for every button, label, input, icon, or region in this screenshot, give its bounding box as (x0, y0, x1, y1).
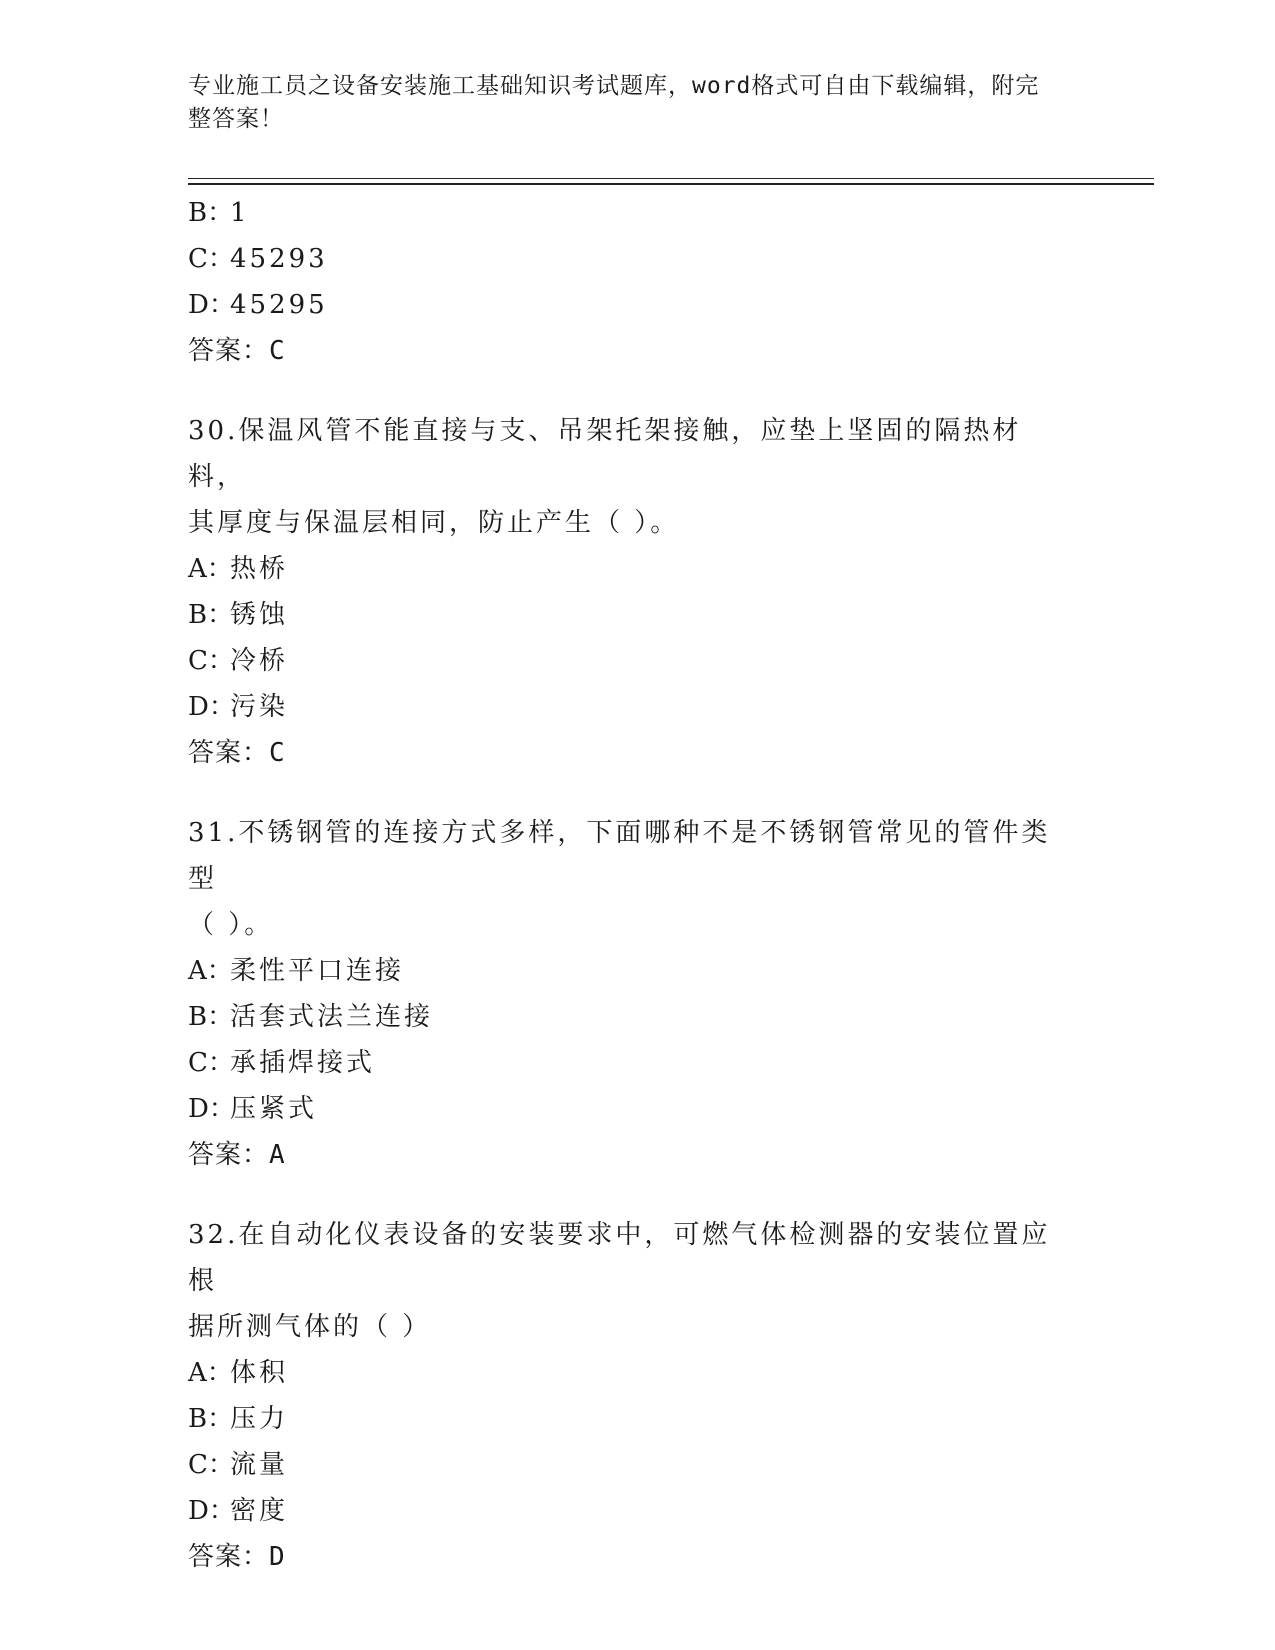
option-b (188, 592, 1088, 638)
answer-line: 答案：A (188, 1140, 286, 1170)
question-30 (188, 408, 1088, 776)
option-a (188, 546, 1088, 592)
question-stem (188, 408, 1068, 546)
option-text: 锈蚀 (230, 600, 289, 630)
option-label: C： (188, 1048, 234, 1078)
option-c (188, 638, 1088, 684)
header-line-2: 整答案！ (188, 106, 284, 132)
option-text: 1 (230, 198, 250, 228)
option-label: A： (188, 956, 233, 986)
header-line-1: 专业施工员之设备安装施工基础知识考试题库，word格式可自由下载编辑，附完 (188, 73, 1040, 99)
option-c (188, 236, 1088, 282)
option-label: B： (188, 198, 234, 228)
header-rule-thin (188, 178, 1154, 179)
option-label: B： (188, 1002, 234, 1032)
option-label: B： (188, 600, 234, 630)
option-b (188, 994, 1088, 1040)
option-text: 热桥 (230, 554, 289, 584)
option-text: 流量 (230, 1450, 289, 1480)
question-32 (188, 1212, 1088, 1580)
option-text: 45293 (230, 244, 328, 274)
option-b (188, 1396, 1088, 1442)
option-label: D： (188, 1094, 235, 1124)
option-d (188, 282, 1088, 328)
answer-line: 答案：C (188, 738, 286, 768)
option-d (188, 684, 1088, 730)
option-d (188, 1086, 1088, 1132)
option-c (188, 1442, 1088, 1488)
option-text: 活套式法兰连接 (230, 1002, 434, 1032)
question-31 (188, 810, 1088, 1178)
option-a (188, 1350, 1088, 1396)
option-c (188, 1040, 1088, 1086)
option-text: 承插焊接式 (230, 1048, 376, 1078)
option-label: A： (188, 554, 233, 584)
option-text: 45295 (230, 290, 328, 320)
question-stem (188, 810, 1068, 948)
question-stem-line-2: （ ）。 (188, 910, 274, 940)
option-text: 压力 (230, 1404, 289, 1434)
question-stem-line-2: 其厚度与保温层相同，防止产生（ ）。 (188, 508, 680, 538)
answer-line: 答案：D (188, 1542, 286, 1572)
question-stem (188, 1212, 1068, 1350)
question-stem-line-1: 32.在自动化仪表设备的安装要求中，可燃气体检测器的安装位置应根 (188, 1220, 1051, 1296)
option-label: D： (188, 1496, 235, 1526)
option-label: D： (188, 692, 235, 722)
option-text: 压紧式 (230, 1094, 318, 1124)
question-stem-line-1: 30.保温风管不能直接与支、吊架托架接触，应垫上坚固的隔热材料， (188, 416, 1022, 492)
option-text: 冷桥 (230, 646, 289, 676)
document-body (188, 190, 1088, 1580)
option-label: C： (188, 1450, 234, 1480)
option-a (188, 948, 1088, 994)
option-text: 体积 (230, 1358, 289, 1388)
question-stem-line-2: 据所测气体的（ ） (188, 1312, 432, 1342)
option-text: 密度 (230, 1496, 289, 1526)
document-header (188, 70, 1068, 136)
answer-line: 答案：C (188, 336, 286, 366)
option-label: C： (188, 646, 234, 676)
option-label: B： (188, 1404, 234, 1434)
option-label: D： (188, 290, 235, 320)
question-stem-line-1: 31.不锈钢管的连接方式多样，下面哪种不是不锈钢管常见的管件类型 (188, 818, 1051, 894)
option-label: A： (188, 1358, 233, 1388)
option-label: C： (188, 244, 234, 274)
header-rule-thick (188, 183, 1154, 185)
option-text: 污染 (230, 692, 289, 722)
option-text: 柔性平口连接 (230, 956, 405, 986)
option-d (188, 1488, 1088, 1534)
option-b (188, 190, 1088, 236)
partial-question (188, 190, 1088, 374)
